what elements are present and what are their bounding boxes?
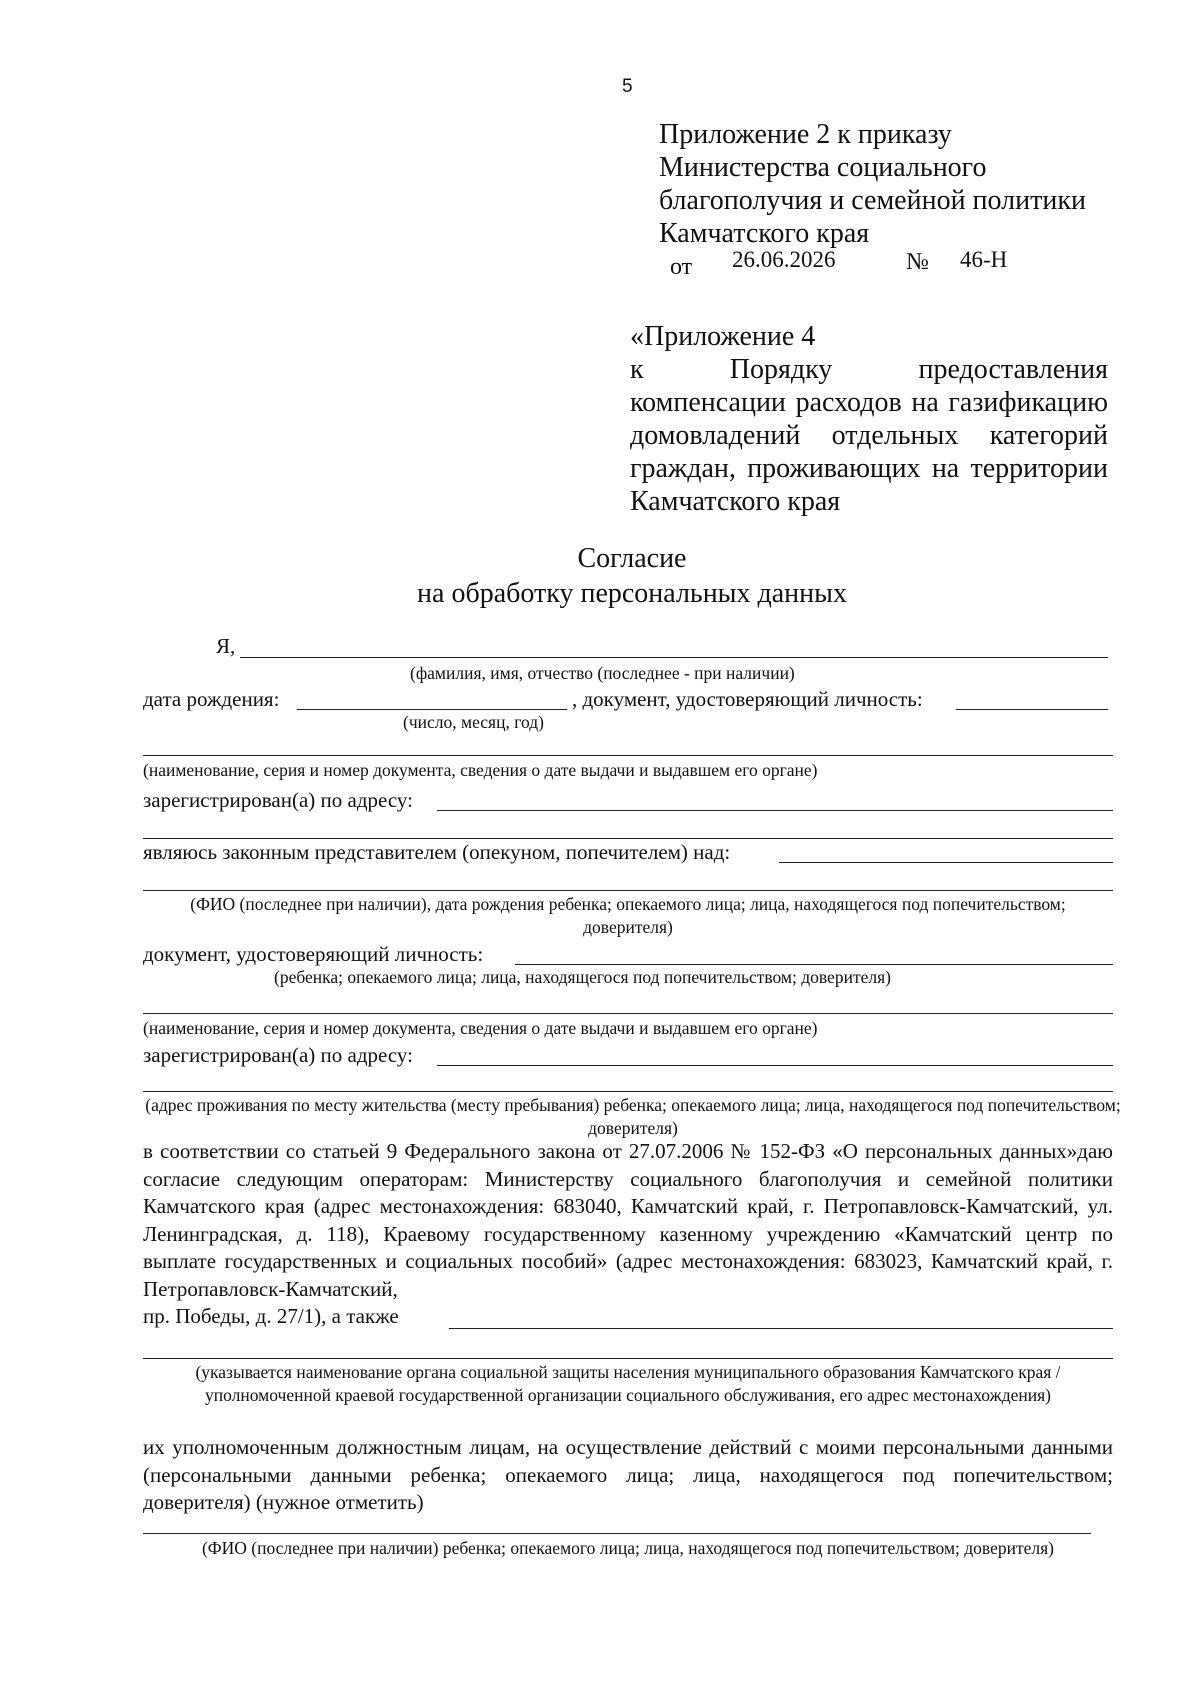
- header-line-4: Камчатского края: [659, 218, 870, 249]
- organ-field-line-2[interactable]: [143, 1358, 1113, 1359]
- ward-doc-details-field-line[interactable]: [143, 1013, 1113, 1014]
- header-line-1: Приложение 2 к приказу: [659, 119, 952, 150]
- ward-address-field-line[interactable]: [437, 1065, 1113, 1066]
- appendix-word-predostavleniya: предоставления: [918, 354, 1108, 385]
- doc-details-caption: (наименование, серия и номер документа, сведения о дате выдачи и выдавшем его органе): [143, 760, 818, 780]
- address-field-line[interactable]: [437, 810, 1113, 811]
- ward-address-label: зарегистрирован(а) по адресу:: [143, 1043, 413, 1067]
- representative-label: являюсь законным представителем (опекуном, попечителем) над:: [143, 840, 731, 864]
- ward-doc-details-caption: (наименование, серия и номер документа, сведения о дате выдачи и выдавшем его органе): [143, 1018, 818, 1038]
- appendix-line-5: граждан, проживающих на территории: [630, 453, 1108, 484]
- page-number: 5: [622, 76, 633, 97]
- identity-doc-label: , документ, удостоверяющий личность:: [572, 687, 923, 711]
- order-date: 26.06.2026: [732, 247, 836, 272]
- ya-label: Я,: [216, 634, 236, 658]
- ward-residence-field-line[interactable]: [143, 1091, 1113, 1092]
- number-prefix: №: [906, 249, 929, 275]
- birth-date-caption: (число, месяц, год): [403, 712, 544, 732]
- appendix-word-poryadku: Порядку: [729, 354, 833, 385]
- appendix-line-6: Камчатского края: [630, 486, 841, 517]
- document-subtitle: на обработку персональных данных: [417, 578, 847, 609]
- organ-caption: (указывается наименование органа социальной защиты населения муниципального образования Камчатского края /уполномоченной краевой государственной организации социального обслуживания, его адрес местонахождения): [195, 1362, 1061, 1405]
- ward-doc-caption: (ребенка; опекаемого лица; лица, находящегося под попечительством; доверителя): [274, 967, 891, 987]
- officials-text: их уполномоченным должностным лицам, на осуществление действий с моими персональными данными (персональными данными ребенка; опекаемого лица; лица, находящегося под попечительством; доверителя) (нужное отметить): [143, 1435, 1113, 1514]
- ward-caption: (ФИО (последнее при наличии), дата рождения ребенка; опекаемого лица; лица, находящегося под попечительством; доверителя): [190, 894, 1066, 937]
- appendix-line-4: домовладений отдельных категорий: [630, 420, 1108, 451]
- organ-field-line[interactable]: [449, 1328, 1113, 1329]
- consent-last-line: пр. Победы, д. 27/1), а также: [143, 1304, 399, 1328]
- final-field-line[interactable]: [143, 1533, 1091, 1534]
- consent-paragraph: в соответствии со статьей 9 Федерального закона от 27.07.2006 № 152-ФЗ «О персональных данных»даю согласие следующим операторам: Министерству социального благополучия и семейной политики Камчатского края (адрес местонахождения: 683040, Камчатский край, г. Петропавловск-Камчатский, ул. Ленинградская, д. 118), Краевому государственному казенному учреждению «Камчатский центр по выплате государственных и социальных пособий» (адрес местонахождения: 683023, Камчатский край, г. Петропавловск-Камчатский,: [143, 1139, 1113, 1301]
- representative-field-line-2[interactable]: [143, 890, 1113, 891]
- appendix-line-2: [630, 353, 1108, 386]
- fio-field-line[interactable]: [240, 657, 1108, 658]
- date-prefix: от: [670, 254, 693, 280]
- header-line-2: Министерства социального: [659, 152, 987, 183]
- identity-doc-field-line[interactable]: [956, 709, 1108, 710]
- address-field-line-2[interactable]: [143, 838, 1113, 839]
- appendix-line-3: компенсации расходов на газификацию: [630, 387, 1108, 418]
- fio-caption: (фамилия, имя, отчество (последнее - при наличии): [410, 663, 795, 683]
- birth-date-field-line[interactable]: [297, 709, 567, 710]
- header-line-3: благополучия и семейной политики: [659, 185, 1086, 216]
- final-caption: (ФИО (последнее при наличии) ребенка; опекаемого лица; лица, находящегося под попечительством; доверителя): [201, 1538, 1054, 1558]
- order-number: 46-Н: [960, 247, 1008, 272]
- ward-doc-label: документ, удостоверяющий личность:: [143, 942, 484, 966]
- ward-doc-field-line[interactable]: [515, 964, 1113, 965]
- document-title: Согласие: [577, 543, 687, 574]
- appendix-line-1: «Приложение 4: [630, 321, 816, 352]
- ward-residence-caption: (адрес проживания по месту жительства (месту пребывания) ребенка; опекаемого лица; лица, находящегося под попечительством; доверителя): [145, 1095, 1121, 1138]
- appendix-word-k: к: [630, 354, 644, 385]
- officials-paragraph: [143, 1434, 1113, 1517]
- address-label: зарегистрирован(а) по адресу:: [143, 788, 413, 812]
- representative-field-line[interactable]: [779, 862, 1113, 863]
- doc-details-field-line[interactable]: [143, 755, 1113, 756]
- birth-date-label: дата рождения:: [143, 687, 280, 711]
